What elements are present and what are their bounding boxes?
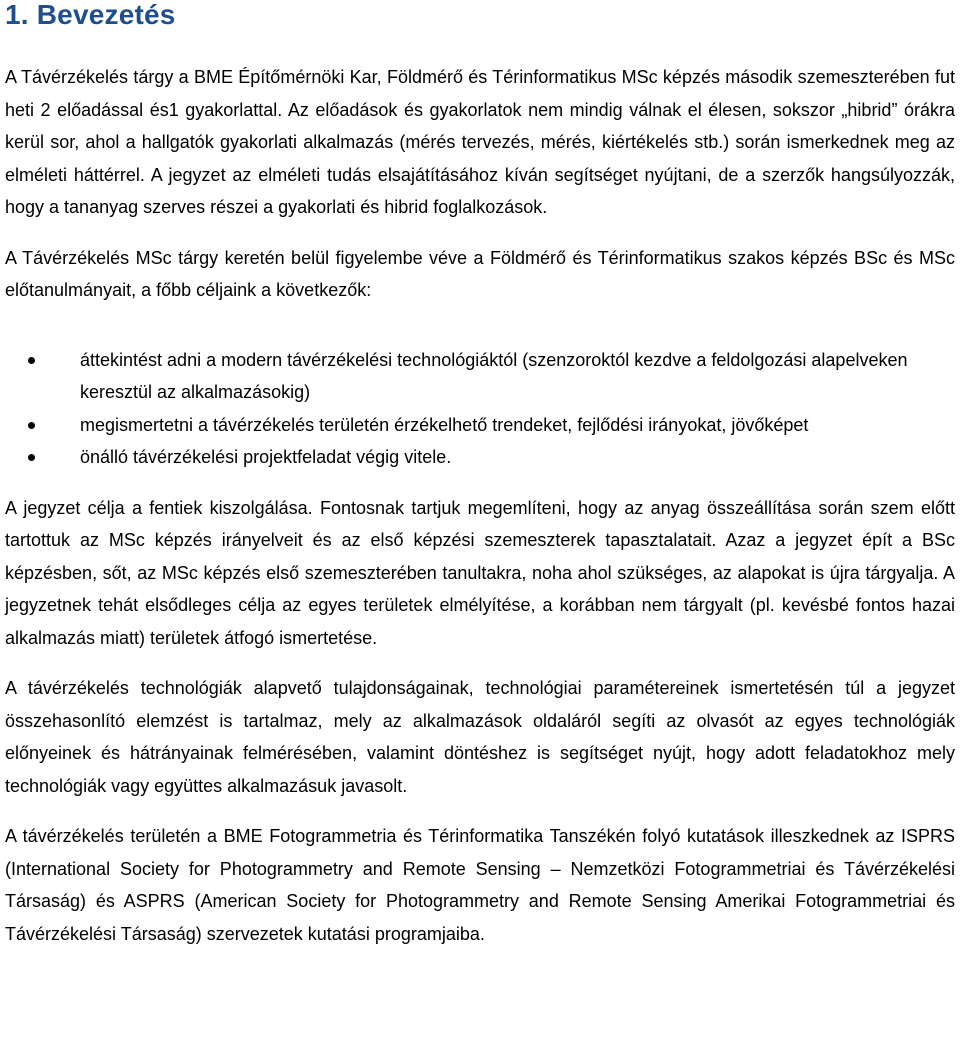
bullet-icon (28, 357, 35, 364)
goals-list (5, 344, 955, 474)
list-item (5, 409, 955, 442)
list-item-text: áttekintést adni a modern távérzékelési technológiáktól (szenzoroktól kezdve a feldolgozási alapelveken keresztül az alkalmazásokig) (80, 349, 908, 402)
list-item (5, 441, 955, 474)
bullet-icon (28, 422, 35, 429)
bullet-icon (28, 454, 35, 461)
section-heading (5, 0, 955, 30)
section-number: 1. (5, 0, 29, 30)
list-item (5, 344, 955, 409)
goals-intro-paragraph: A Távérzékelés MSc tárgy keretén belül figyelembe véve a Földmérő és Térinformatikus szakos képzés BSc és MSc előtanulmányait, a főbb céljaink a következők: (5, 247, 955, 300)
comparison-paragraph: A távérzékelés technológiák alapvető tulajdonságainak, technológiai paramétereinek ismertetésén túl a jegyzet összehasonlító elemzést is tartalmaz, mely az alkalmazások oldaláról segíti az olvasót az egyes technológiák előnyeinek és hátrányainak felmérésében, valamint döntéshez is segítséget nyújt, hogy adott feladatokhoz mely technológiák vagy együttes alkalmazásuk javasolt. (5, 678, 955, 796)
list-item-text: megismertetni a távérzékelés területén érzékelhető trendeket, fejlődési irányokat, jövőképet (80, 414, 809, 435)
list-item-text: önálló távérzékelési projektfeladat végig vitele. (80, 447, 452, 467)
section-title: Bevezetés (36, 0, 176, 30)
intro-paragraph: A Távérzékelés tárgy a BME Építőmérnöki Kar, Földmérő és Térinformatikus MSc képzés második szemeszterében fut heti 2 előadással és1 gyakorlattal. Az előadások és gyakorlatok nem mindig válnak el élesen, sokszor „hibrid” órákra kerül sor, ahol a hallgatók gyakorlati alkalmazás (mérés tervezés, mérés, kiértékelés stb.) során ismerkednek meg az elméleti háttérrel. A jegyzet az elméleti tudás elsajátításához kíván segítséget nyújtani, de a szerzők hangsúlyozzák, hogy a tananyag szerves részei a gyakorlati és hibrid foglalkozások. (5, 67, 955, 217)
research-paragraph: A távérzékelés területén a BME Fotogrammetria és Térinformatika Tanszékén folyó kutatások illeszkednek az ISPRS (International Society for Photogrammetry and Remote Sensing – Nemzetközi Fotogrammetriai és Távérzékelési Társaság) és ASPRS (American Society for Photogrammetry and Remote Sensing Amerikai Fotogrammetriai és Távérzékelési Társaság) szervezetek kutatási programjaiba. (5, 826, 955, 944)
purpose-paragraph: A jegyzet célja a fentiek kiszolgálása. Fontosnak tartjuk megemlíteni, hogy az anyag összeállítása során szem előtt tartottuk az MSc képzés irányelveit és az első képzési szemeszterek tapasztalatait. Azaz a jegyzet épít a BSc képzésben, sőt, az MSc képzés első szemeszterében tanultakra, noha ahol szükséges, az alapokat is újra tárgyalja. A jegyzetnek tehát elsődleges célja az egyes területek elmélyítése, a korábban nem tárgyalt (pl. kevésbé fontos hazai alkalmazás miatt) területek átfogó ismertetése. (5, 497, 955, 648)
